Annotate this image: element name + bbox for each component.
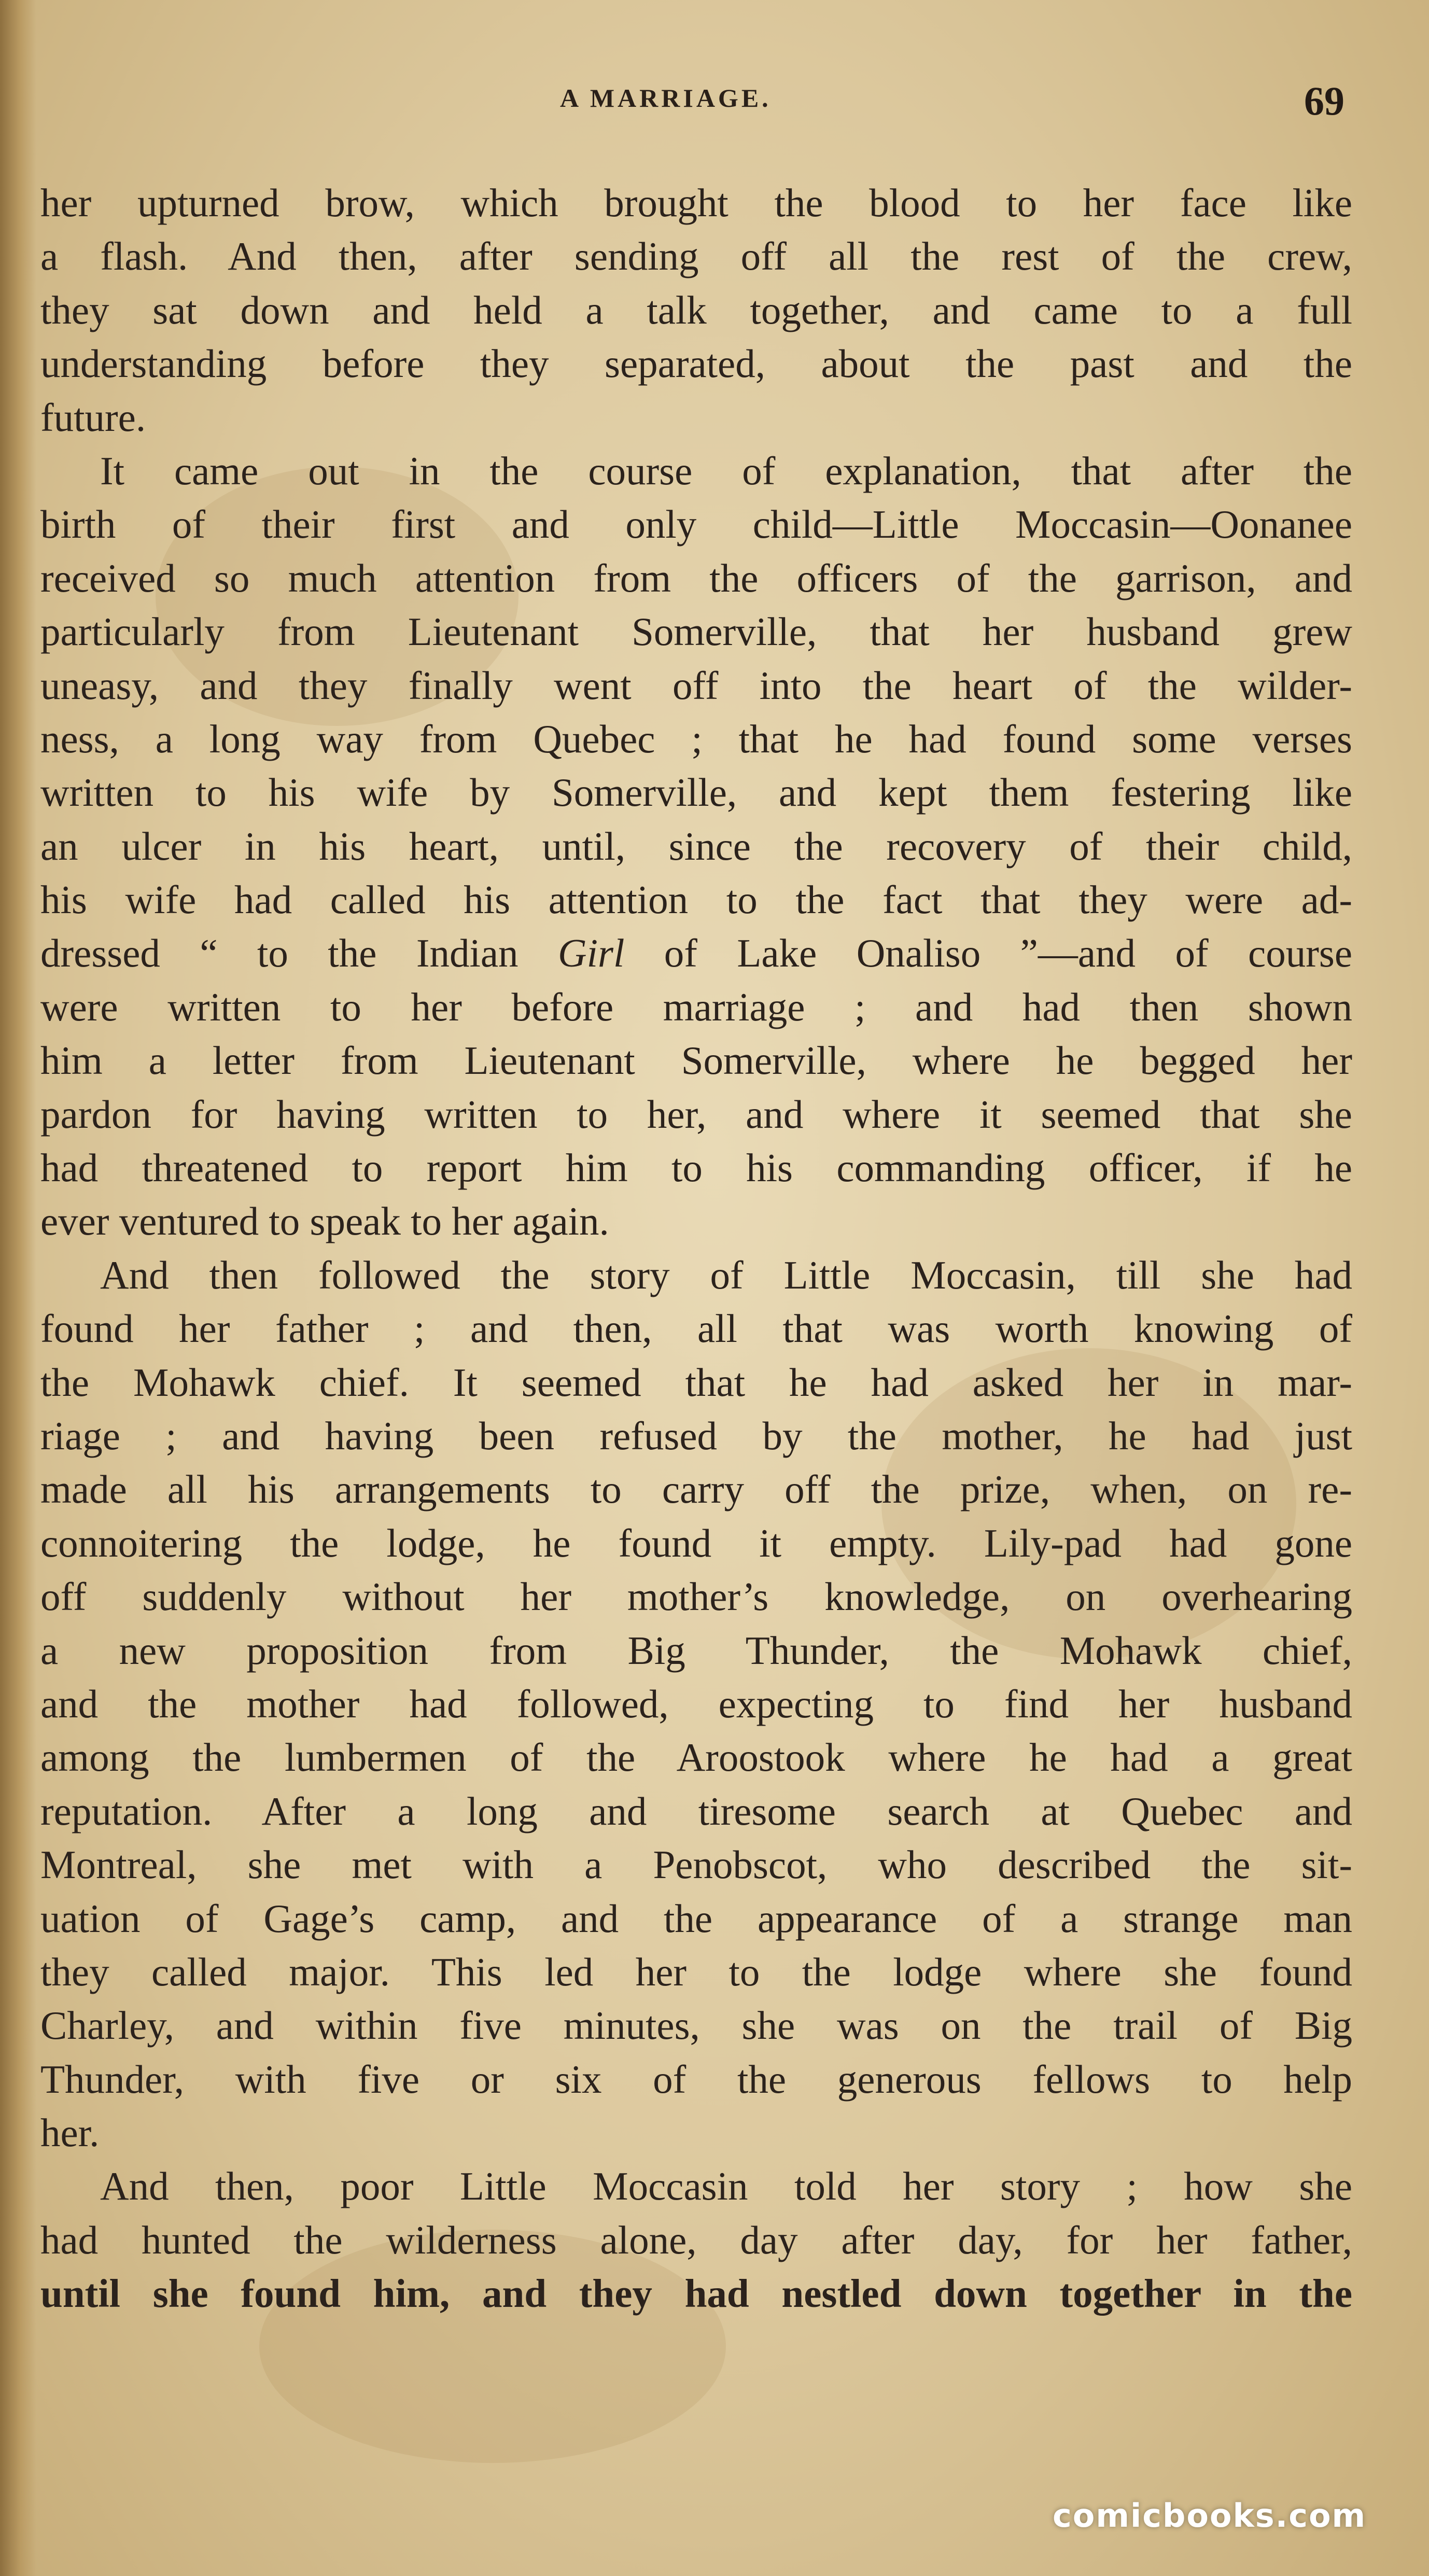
text-line: pardon for having written to her, and where it seemed that she [40,1091,1352,1137]
text-line: were written to her before marriage ; and had then shown [40,984,1352,1029]
body-text [40,176,1352,2321]
running-head [31,78,1358,135]
text-line: riage ; and having been refused by the mother, he had just [40,1413,1352,1458]
text-line: ever ventured to speak to her again. [40,1199,609,1244]
text-line: a new proposition from Big Thunder, the Mohawk chief, [40,1628,1352,1673]
text-line: It came out in the course of explanation, that after the [100,448,1352,493]
text-line: written to his wife by Somerville, and kept them festering like [40,770,1352,815]
text-line: Montreal, she met with a Penobscot, who described the sit- [40,1842,1352,1887]
text-line: her. [40,2110,100,2155]
text-line: found her father ; and then, all that was worth knowing of [40,1306,1352,1351]
text-line-with-italic [40,927,1352,980]
text-line: reputation. After a long and tiresome search at Quebec and [40,1788,1352,1833]
text-line: received so much attention from the officers of the garrison, and [40,555,1352,600]
watermark: comicbooks.com [1053,2497,1367,2535]
text-line: him a letter from Lieutenant Somerville, where he begged her [40,1038,1352,1083]
text-fragment: dressed “ to the Indian [40,931,558,976]
text-line: had threatened to report him to his commanding officer, if he [40,1145,1352,1191]
text-line: had hunted the wilderness alone, day after day, for her father, [40,2217,1352,2262]
text-line: off suddenly without her mother’s knowledge, on overhearing [40,1574,1352,1619]
text-line: his wife had called his attention to the fact that they were ad- [40,877,1352,922]
page-gutter-shadow [0,0,36,2576]
italic-word: Girl [557,931,625,976]
page-number: 69 [1304,78,1344,123]
text-line: among the lumbermen of the Aroostook where he had a great [40,1735,1352,1780]
text-line: And then followed the story of Little Moccasin, till she had [100,1252,1352,1297]
text-line: and the mother had followed, expecting to find her husband [40,1681,1352,1726]
text-line: understanding before they separated, about the past and the [40,341,1352,386]
text-line: uneasy, and they finally went off into the heart of the wilder- [40,663,1352,708]
text-line: Charley, and within five minutes, she was on the trail of Big [40,2003,1352,2048]
text-line: until she found him, and they had nestled down together in the [40,2271,1352,2316]
text-line: made all his arrangements to carry off the prize, when, on re- [40,1467,1352,1512]
chapter-title: A MARRIAGE. [560,83,772,113]
text-line: her upturned brow, which brought the blood to her face like [40,180,1352,225]
text-line: future. [40,395,146,440]
text-line: Thunder, with five or six of the generous fellows to help [40,2056,1352,2102]
text-line: particularly from Lieutenant Somerville, that her husband grew [40,609,1352,654]
text-line: connoitering the lodge, he found it empty. Lily-pad had gone [40,1520,1352,1565]
text-line: birth of their first and only child—Little Moccasin—Oonanee [40,502,1352,547]
text-line: they called major. This led her to the lodge where she found [40,1949,1352,1994]
text-line: ness, a long way from Quebec ; that he had found some verses [40,716,1352,761]
text-line: the Mohawk chief. It seemed that he had asked her in mar- [40,1360,1352,1405]
text-line: And then, poor Little Moccasin told her story ; how she [100,2164,1352,2209]
text-line: a flash. And then, after sending off all the rest of the crew, [40,234,1352,279]
text-line: uation of Gage’s camp, and the appearance of a strange man [40,1896,1352,1941]
text-line: an ulcer in his heart, until, since the recovery of their child, [40,823,1352,869]
text-line: they sat down and held a talk together, and came to a full [40,287,1352,332]
text-fragment: of Lake Onaliso ”—and of course [624,931,1352,976]
